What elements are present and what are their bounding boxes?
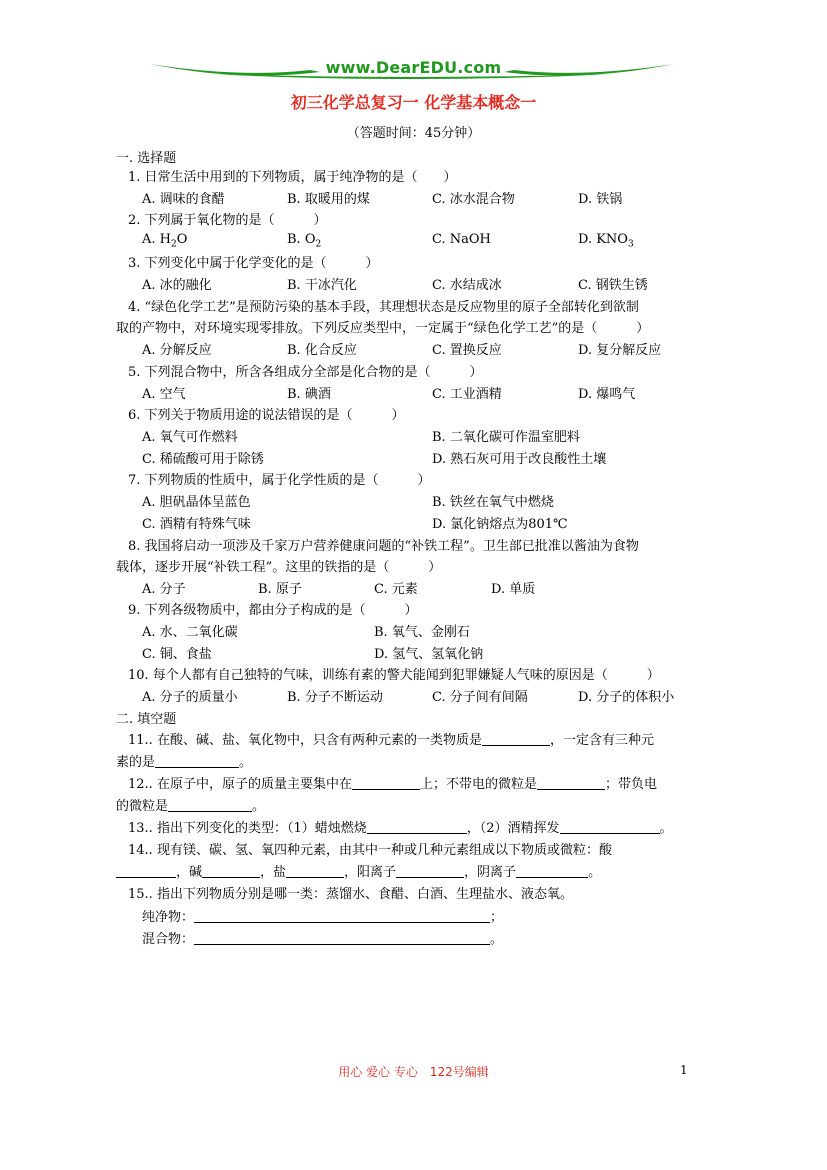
option-1c: C. 冰水混合物 [432,192,515,207]
option-1d: D. 铁锅 [578,192,623,207]
question-5: 5. 下列混合物中，所含各组成分全部是化合物的是（ ） [128,365,483,380]
option-5c: C. 工业酒精 [432,387,502,402]
question-11-line-1: 11.. 在酸、碱、盐、氧化物中，只含有两种元素的一类物质是 ，一定含有三种元 [128,733,654,748]
option-6b: B. 二氧化碳可作温室肥料 [432,430,580,445]
mixture-line: 混合物： 。 [142,932,504,947]
section-heading-choice: 一. 选择题 [116,151,177,166]
option-9a: A. 水、二氧化碳 [142,625,238,640]
answer-blank[interactable] [560,820,660,834]
question-13: 13.. 指出下列变化的类型：（1）蜡烛燃烧 ，（2）酒精挥发 。 [128,821,673,836]
pure-substance-line: 纯净物： ； [142,910,504,925]
question-2: 2. 下列属于氧化物的是（ ） [128,213,327,228]
answer-blank[interactable] [155,754,239,768]
question-6: 6. 下列关于物质用途的说法错误的是（ ） [128,408,405,423]
option-8a: A. 分子 [142,582,186,597]
option-5a: A. 空气 [142,387,186,402]
option-1b: B. 取暖用的煤 [287,192,370,207]
option-6d: D. 熟石灰可用于改良酸性土壤 [432,452,607,467]
option-2d: D. $KNO_3$ [578,232,634,250]
option-3b: B. 干冰汽化 [287,278,357,293]
option-5b: B. 碘酒 [287,387,331,402]
option-6a: A. 氧气可作燃料 [142,430,238,445]
option-10c: C. 分子间有间隔 [432,690,528,705]
option-7c: C. 酒精有特殊气味 [142,517,251,532]
page-title: 初三化学总复习一 化学基本概念一 [290,93,537,112]
question-8-line-2: 载体，逐步开展“补铁工程”。这里的铁指的是（ ） [116,560,442,575]
site-url[interactable]: www.DearEDU.com [325,58,502,77]
question-15: 15.. 指出下列物质分别是哪一类：蒸馏水、食醋、白酒、生理盐水、液态氧。 [128,887,573,902]
answer-blank[interactable] [194,909,490,923]
question-14-line-1: 14.. 现有镁、碳、氢、氧四种元素，由其中一种或几种元素组成以下物质或微粒：酸 [128,843,612,858]
option-10b: B. 分子不断运动 [287,690,383,705]
option-1a: A. 调味的食醋 [142,192,225,207]
option-3d: C. 钢铁生锈 [578,278,648,293]
answer-blank[interactable] [482,732,550,746]
option-2c: C. NaOH [432,232,491,247]
answer-blank[interactable] [396,864,464,878]
option-9b: B. 氧气、金刚石 [374,625,470,640]
question-4-line-2: 取的产物中，对环境实现零排放。下列反应类型中，一定属于“绿色化学工艺”的是（ ） [116,321,650,336]
option-4a: A. 分解反应 [142,343,212,358]
answer-blank[interactable] [116,864,176,878]
question-9: 9. 下列各级物质中，都由分子构成的是（ ） [128,603,418,618]
question-8-line-1: 8. 我国将启动一项涉及千家万户营养健康问题的“补铁工程”。卫生部已批准以酱油为食物 [128,539,639,554]
option-8c: C. 元素 [374,582,418,597]
question-12-line-2: 的微粒是 。 [116,799,266,814]
option-2b: B. $O_2$ [287,232,322,250]
option-9d: D. 氢气、氢氧化钠 [374,647,484,662]
option-10a: A. 分子的质量小 [142,690,238,705]
answer-blank[interactable] [168,798,252,812]
question-7: 7. 下列物质的性质中，属于化学性质的是（ ） [128,473,431,488]
question-14-line-2: ，碱 ，盐 ，阳离子 ，阴离子 。 [116,861,601,880]
answer-blank[interactable] [367,820,467,834]
answer-blank[interactable] [537,776,605,790]
option-4c: C. 置换反应 [432,343,502,358]
answer-blank[interactable] [516,864,588,878]
option-5d: D. 爆鸣气 [578,387,636,402]
question-1: 1. 日常生活中用到的下列物质，属于纯净物的是（ ） [128,170,457,185]
answer-blank[interactable] [202,864,260,878]
option-8d: D. 单质 [491,582,536,597]
option-6c: C. 稀硫酸可用于除锈 [142,452,264,467]
option-4b: B. 化合反应 [287,343,357,358]
answer-blank[interactable] [286,864,344,878]
option-4d: D. 复分解反应 [578,343,662,358]
question-12-line-1: 12.. 在原子中，原子的质量主要集中在 上；不带电的微粒是 ；带负电 [128,777,657,792]
question-4-line-1: 4. “绿色化学工艺”是预防污染的基本手段，其理想状态是反应物里的原子全部转化到欲制 [128,300,639,315]
option-7b: B. 铁丝在氧气中燃烧 [432,495,554,510]
section-heading-fill: 二. 填空题 [116,712,177,727]
page-number: 1 [680,1063,688,1077]
question-10: 10. 每个人都有自己独特的气味，训练有素的警犬能闻到犯罪嫌疑人气味的原因是（ ） [128,668,660,683]
question-3: 3. 下列变化中属于化学变化的是（ ） [128,256,379,271]
question-11-line-2: 素的是 。 [116,755,253,770]
answer-blank[interactable] [352,776,420,790]
option-7a: A. 胆矾晶体呈蓝色 [142,495,251,510]
option-3c: C. 水结成冰 [432,278,502,293]
option-10d: D. 分子的体积小 [578,690,675,705]
answer-blank[interactable] [194,931,490,945]
option-3a: A. 冰的融化 [142,278,212,293]
option-2a: A. $H_2O$ [142,232,188,250]
page-footer: 用心 爱心 专心 122号编辑 [338,1065,489,1079]
option-9c: C. 铜、食盐 [142,647,212,662]
option-7d: D. 氯化钠熔点为801℃ [432,517,568,532]
page-subtitle: （答题时间：45分钟） [346,126,481,141]
option-8b: B. 原子 [258,582,302,597]
